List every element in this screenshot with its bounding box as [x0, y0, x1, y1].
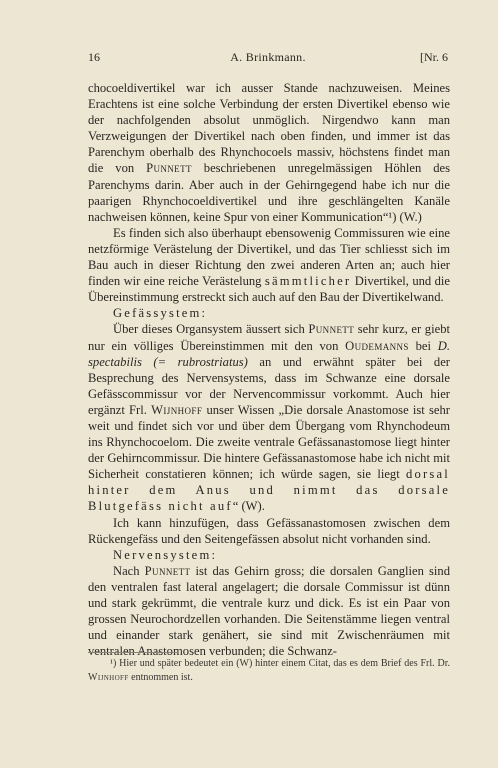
author-name: Punnett — [308, 322, 355, 337]
body-text — [88, 80, 450, 659]
page-number: 16 — [88, 50, 100, 64]
paragraph — [88, 321, 450, 514]
section-heading-nervensystem: Nervensystem: — [113, 547, 218, 562]
text-run: Divertikel, und die Übereinstimmung erstreckt sich auch auf den Bau der Divertikelwand. — [88, 274, 450, 305]
text-run: ist das Gehirn gross; die dorsalen Ganglien sind den ventralen fast lateral angelagert; die dorsale Commissur ist dünn und stark gekrümmt, die ventrale kurz und dick. Es ist ein Paar von grossen Neurochordzellen vorhanden. Die Seitenstämme liegen ventral und einander stark genähert, sie sind mit Zwischenräumen mit ventralen Anastomosen verbunden; die Schwanz- — [88, 563, 450, 659]
author-name: Wijnhoff — [151, 402, 203, 417]
text-run: chocoeldivertikel war ich ausser Stande nachzuweisen. Meines Erachtens ist eine solche Verbindung der ersten Divertikel ebenso wie der nachfolgenden absolut unmöglich. Nirgendwo kann man Verzweigungen der Divertikel nach oben finden, und immer ist das Parenchym oberhalb des Rhynchocoels massiv, höchstens findet man die von — [88, 81, 450, 176]
text-run: unser Wissen „Die dorsale Anastomose ist sehr weit und findet sich vor und über dem Übergang vom Rhynchodeum ins Rhynchocoelom. Die zweite ventrale Gefässanastomose liegt hinter der Gehirncommissur. Die hintere Gefässanastomose habe ich nicht mit Sicherheit constatieren können; ich würde sagen, sie liegt — [88, 402, 450, 482]
text-run: entnommen ist. — [128, 672, 193, 683]
footnote-divider — [88, 652, 178, 653]
text-run: beschriebenen unregelmässigen Höhlen des Parenchyms darin. Aber auch in der Gehirngegend habe ich nur die paarigen Rhynchocoeldivertikel und ihre geschlängelten Kanäle nachweisen können, keine Spur von einer Kommunication“¹) (W.) — [88, 161, 450, 224]
running-author: A. Brinkmann. — [230, 50, 306, 64]
text-run: “ (W). — [232, 499, 265, 514]
paragraph — [88, 225, 450, 305]
text-run: Es finden sich also überhaupt ebensowenig Commissuren wie eine netzförmige Verästelung der Divertikel, und das Tier schliesst sich im Bau auch in dieser Richtung den zwei anderen Arten an; auch hier finden wir eine reiche Verästelung — [88, 225, 450, 289]
running-header — [88, 50, 448, 66]
text-run: ¹) Hier und später bedeutet ein (W) hinter einem Citat, das es dem Brief des Frl. Dr. — [110, 658, 450, 669]
author-name: Oudemanns — [345, 338, 409, 353]
section-heading-gefassystem: Gefässystem: — [113, 306, 208, 321]
issue-number: [Nr. 6 — [420, 50, 448, 64]
author-name: Punnett — [146, 161, 192, 176]
species-name: D. spectabilis (= rubrostriatus) — [88, 338, 450, 369]
footnote — [88, 657, 450, 685]
paragraph — [88, 563, 450, 660]
text-run: an und erwähnt später bei der Besprechung des Nervensystems, dass im Schwanze eine dorsale Gefässcommissur vor der Nervencommissur vorkommt. Auch hier ergänzt Frl. — [88, 354, 450, 417]
footnote-text — [88, 657, 450, 685]
text-run: Über dieses Organsystem äussert sich — [113, 322, 309, 337]
spaced-emphasis: dorsal hinter dem Anus und nimmt das dorsale Blutgefäss nicht auf — [88, 467, 450, 514]
author-name: Punnett — [144, 563, 191, 578]
text-run: sehr kurz, er giebt nur ein völliges Übereinstimmen mit den von — [88, 322, 450, 353]
text-run: Nach — [113, 563, 145, 578]
paragraph — [88, 80, 450, 225]
spaced-emphasis: sämmtlicher — [264, 274, 352, 289]
text-run: bei — [408, 338, 438, 353]
author-name: Wijnhoff — [88, 672, 129, 683]
paragraph: Ich kann hinzufügen, dass Gefässanastomosen zwischen dem Rückengefäss und den Seitengefässen absolut nicht vorhanden sind. — [88, 515, 450, 546]
